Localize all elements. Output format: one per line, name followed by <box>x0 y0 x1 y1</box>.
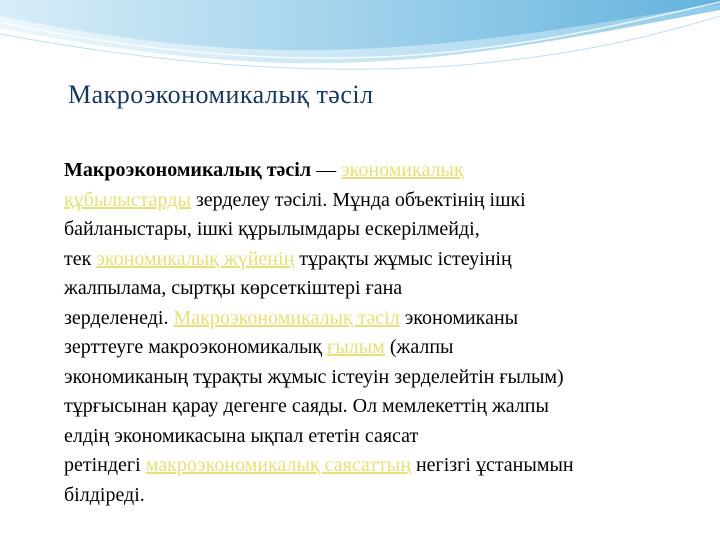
slide-title: Макроэкономикалық тәсіл <box>68 80 374 109</box>
link-macro-policy[interactable]: макроэкономикалық саясаттың <box>145 454 411 476</box>
text-line-8: экономиканың тұрақты жұмыс істеуін зерделейтін ғылым) <box>64 365 564 388</box>
text-line-2: құбылыстарды зерделеу тәсілі. Мұнда объектінің ішкі <box>64 188 526 211</box>
lead-term: Макроэкономикалық тәсіл <box>64 159 312 181</box>
link-science[interactable]: ғылым <box>327 336 385 358</box>
text-line-4: тек экономикалық жүйенің тұрақты жұмыс істеуінің <box>64 247 512 270</box>
link-economic-system[interactable]: экономикалық жүйенің <box>96 247 295 270</box>
text-line-5: жалпылама, сыртқы көрсеткіштері ғана <box>64 277 403 299</box>
text-line-11: ретіндегі макроэкономикалық саясаттың негізгі ұстанымын <box>64 454 574 476</box>
text-line-7: зерттеуге макроэкономикалық ғылым (жалпы <box>64 336 454 358</box>
text-line-3: байланыстары, ішкі құрылымдары ескерілмейді, <box>64 218 480 240</box>
body-paragraph <box>64 156 694 510</box>
text-line-1: Макроэкономикалық тәсіл — экономикалық <box>64 159 464 181</box>
text-line-10: елдің экономикасына ықпал ететін саясат <box>64 424 419 447</box>
link-phenomena[interactable]: құбылыстарды <box>64 188 191 211</box>
text-line-12: білдіреді. <box>64 483 145 506</box>
text-line-9: тұрғысынан қарау дегенге саяды. Ол мемлекеттің жалпы <box>64 395 549 417</box>
text-line-6: зерделенеді. Макроэкономикалық тәсіл экономиканы <box>64 306 519 329</box>
link-economic[interactable]: экономикалық <box>341 159 464 181</box>
header-wave-decoration <box>0 0 720 90</box>
link-macro-approach[interactable]: Макроэкономикалық тәсіл <box>173 306 400 329</box>
